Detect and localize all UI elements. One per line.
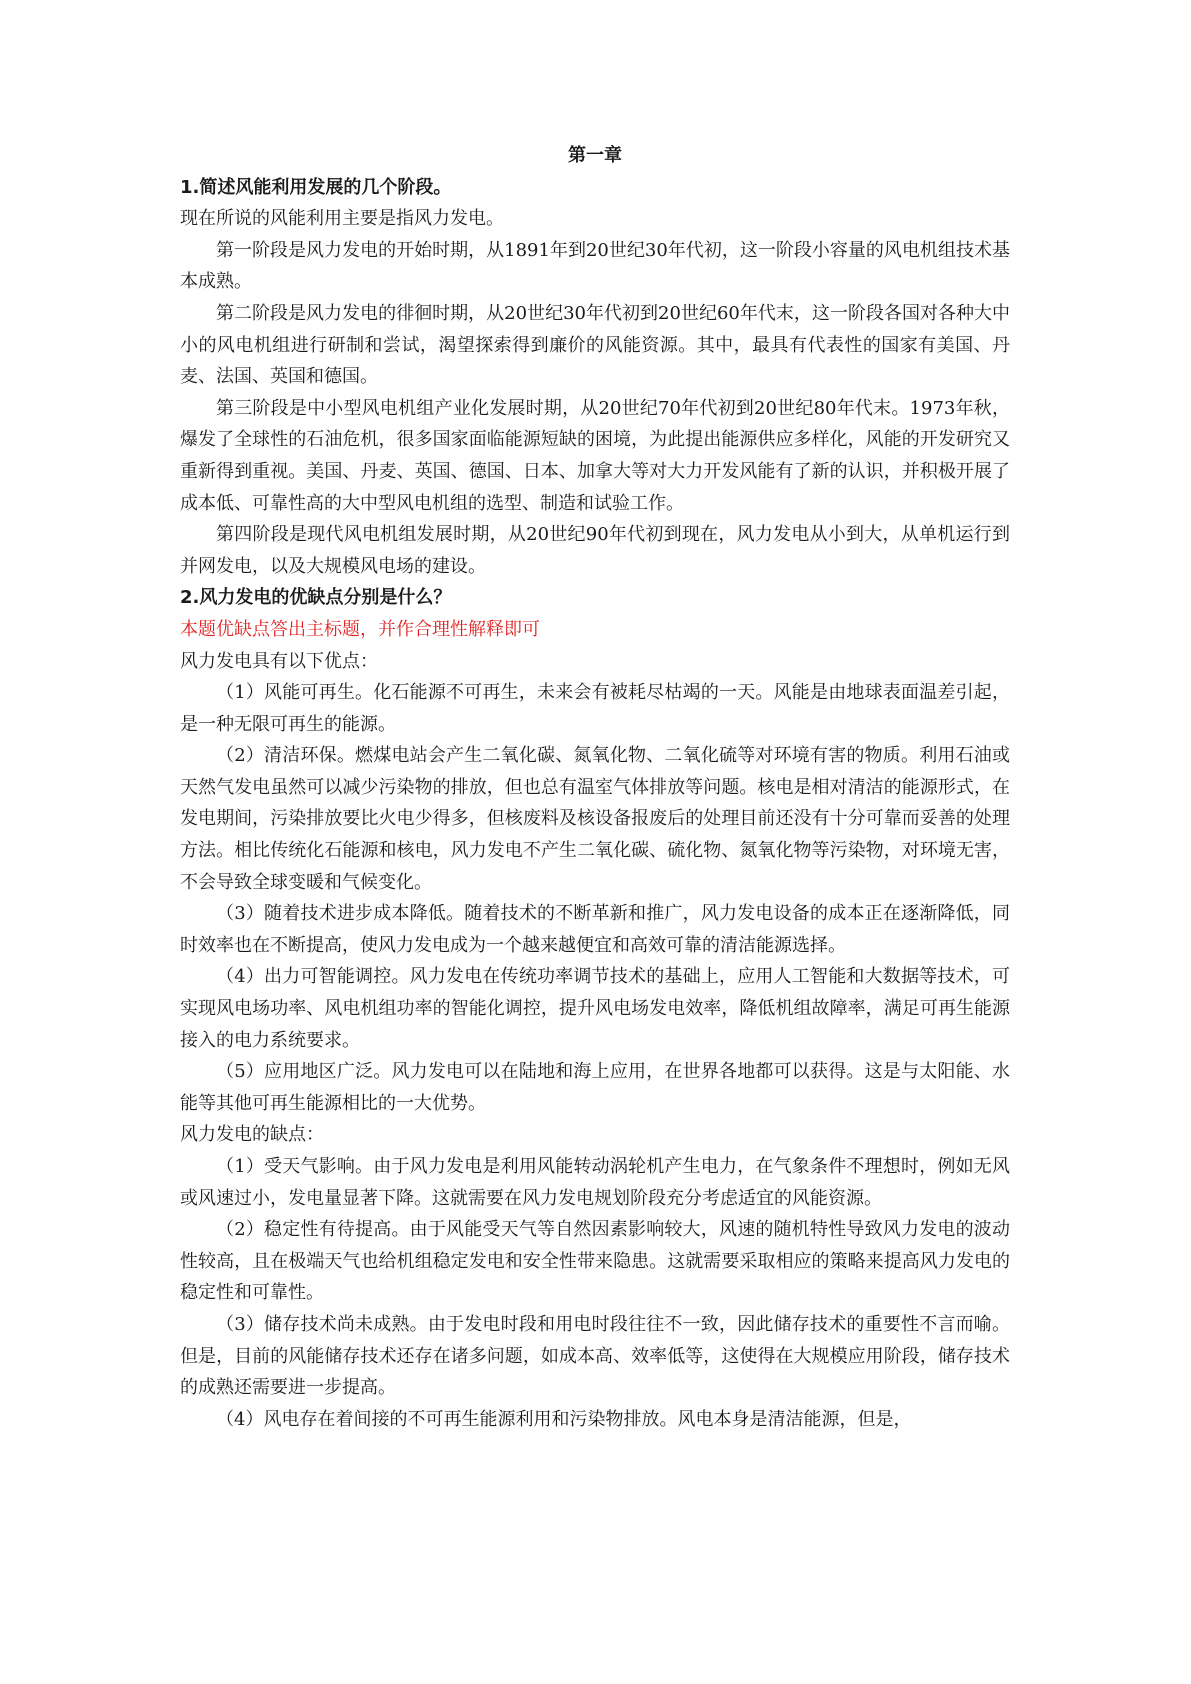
disadvantage-4: （4）风电存在着间接的不可再生能源利用和污染物排放。风电本身是清洁能源，但是， [216,1408,912,1430]
q1-stage-4: 第四阶段是现代风电机组发展时期，从20世纪90年代初到现在，风力发电从小到大，从单机运行到并网发电，以及大规模风电场的建设。 [180,524,1010,577]
disadvantage-3: （3）储存技术尚未成熟。由于发电时段和用电时段往往不一致，因此储存技术的重要性不言而喻。但是，目前的风能储存技术还存在诸多问题，如成本高、效率低等，这使得在大规模应用阶段，储存技术的成熟还需要进一步提高。 [180,1313,1010,1399]
advantage-1: （1）风能可再生。化石能源不可再生，未来会有被耗尽枯竭的一天。风能是由地球表面温差引起，是一种无限可再生的能源。 [180,682,1010,735]
advantage-4: （4）出力可智能调控。风力发电在传统功率调节技术的基础上，应用人工智能和大数据等技术，可实现风电场功率、风电机组功率的智能化调控，提升风电场发电效率，降低机组故障率，满足可再生能源接入的电力系统要求。 [180,966,1010,1051]
advantages-heading: 风力发电具有以下优点： [180,650,378,672]
q1-stage-2: 第二阶段是风力发电的徘徊时期，从20世纪30年代初到20世纪60年代末，这一阶段各国对各种大中小的风电机组进行研制和尝试，渴望探索得到廉价的风能资源。其中，最具有代表性的国家有美国、丹麦、法国、英国和德国。 [180,302,1010,388]
q1-stage-3: 第三阶段是中小型风电机组产业化发展时期，从20世纪70年代初到20世纪80年代末。1973年秋，爆发了全球性的石油危机，很多国家面临能源短缺的困境，为此提出能源供应多样化，风能的开发研究又重新得到重视。美国、丹麦、英国、德国、日本、加拿大等对大力开发风能有了新的认识，并积极开展了成本低、可靠性高的大中型风电机组的选型、制造和试验工作。 [180,397,1011,514]
question-1-title: 1.简述风能利用发展的几个阶段。 [180,176,452,198]
disadvantages-heading: 风力发电的缺点： [180,1124,324,1146]
advantage-3: （3）随着技术进步成本降低。随着技术的不断革新和推广，风力发电设备的成本正在逐渐降低，同时效率也在不断提高，使风力发电成为一个越来越便宜和高效可靠的清洁能源选择。 [180,903,1010,956]
advantage-5: （5）应用地区广泛。风力发电可以在陆地和海上应用，在世界各地都可以获得。这是与太阳能、水能等其他可再生能源相比的一大优势。 [180,1061,1010,1114]
grading-note: 本题优缺点答出主标题，并作合理性解释即可 [180,618,540,640]
disadvantage-2: （2）稳定性有待提高。由于风能受天气等自然因素影响较大，风速的随机特性导致风力发电的波动性较高，且在极端天气也给机组稳定发电和安全性带来隐患。这就需要采取相应的策略来提高风力发电的稳定性和可靠性。 [180,1219,1010,1304]
document-page [180,140,1010,1435]
advantage-2: （2）清洁环保。燃煤电站会产生二氧化碳、氮氧化物、二氧化硫等对环境有害的物质。利用石油或天然气发电虽然可以减少污染物的排放，但也总有温室气体排放等问题。核电是相对清洁的能源形式，在发电期间，污染排放要比火电少得多，但核废料及核设备报废后的处理目前还没有十分可靠而妥善的处理方法。相比传统化石能源和核电，风力发电不产生二氧化碳、硫化物、氮氧化物等污染物，对环境无害，不会导致全球变暖和气候变化。 [180,745,1010,893]
q1-intro: 现在所说的风能利用主要是指风力发电。 [180,208,504,230]
q1-stage-1: 第一阶段是风力发电的开始时期，从1891年到20世纪30年代初，这一阶段小容量的风电机组技术基本成熟。 [180,239,1010,293]
disadvantage-1: （1）受天气影响。由于风力发电是利用风能转动涡轮机产生电力，在气象条件不理想时，例如无风或风速过小，发电量显著下降。这就需要在风力发电规划阶段充分考虑适宜的风能资源。 [180,1156,1010,1209]
chapter-title: 第一章 [568,145,622,166]
question-2-title: 2.风力发电的优缺点分别是什么？ [180,587,452,609]
